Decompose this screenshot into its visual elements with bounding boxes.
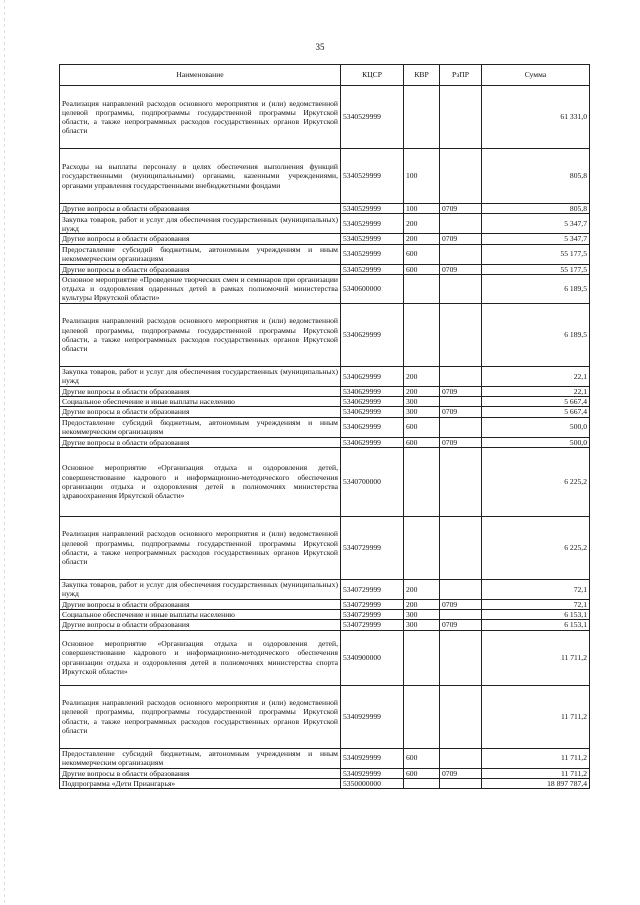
cell-kcsr: 5340529999 xyxy=(341,149,404,204)
cell-sum: 500,0 xyxy=(482,417,590,437)
cell-sum: 5 667,4 xyxy=(482,397,590,407)
cell-kvr xyxy=(404,274,440,303)
table-row xyxy=(60,366,590,386)
cell-name: Закупка товаров, работ и услуг для обеспечения государственных (муниципальных) нужд xyxy=(60,366,341,386)
table-row xyxy=(60,264,590,274)
cell-sum: 5 347,7 xyxy=(482,234,590,244)
cell-rzpr xyxy=(440,579,482,599)
left-margin-marks xyxy=(4,0,7,905)
cell-kcsr: 5340600000 xyxy=(341,274,404,303)
cell-sum: 5 347,7 xyxy=(482,214,590,234)
cell-name: Другие вопросы в области образования xyxy=(60,768,341,778)
cell-sum: 22,1 xyxy=(482,386,590,396)
cell-kcsr: 5340629999 xyxy=(341,417,404,437)
cell-kcsr: 5340629999 xyxy=(341,303,404,366)
table-row xyxy=(60,204,590,214)
cell-rzpr xyxy=(440,748,482,768)
cell-kvr: 200 xyxy=(404,366,440,386)
cell-kcsr: 5340629999 xyxy=(341,386,404,396)
header-sum: Сумма xyxy=(482,65,590,86)
cell-kvr xyxy=(404,516,440,579)
cell-rzpr: 0709 xyxy=(440,386,482,396)
cell-kvr: 200 xyxy=(404,214,440,234)
cell-rzpr xyxy=(440,214,482,234)
cell-name: Другие вопросы в области образования xyxy=(60,407,341,417)
table-row xyxy=(60,214,590,234)
budget-table xyxy=(59,64,590,789)
table-row xyxy=(60,516,590,579)
cell-sum: 6 225,2 xyxy=(482,516,590,579)
table-row xyxy=(60,768,590,778)
cell-sum: 11 711,2 xyxy=(482,685,590,748)
cell-sum: 805,8 xyxy=(482,149,590,204)
cell-kvr: 600 xyxy=(404,748,440,768)
table-row xyxy=(60,599,590,609)
cell-sum: 11 711,2 xyxy=(482,768,590,778)
cell-kvr xyxy=(404,447,440,516)
cell-rzpr xyxy=(440,610,482,620)
cell-kcsr: 5340729999 xyxy=(341,599,404,609)
cell-kvr: 100 xyxy=(404,149,440,204)
cell-kvr xyxy=(404,303,440,366)
cell-sum: 11 711,2 xyxy=(482,630,590,685)
cell-name: Другие вопросы в области образования xyxy=(60,386,341,396)
table-row xyxy=(60,397,590,407)
cell-rzpr xyxy=(440,447,482,516)
cell-kvr: 200 xyxy=(404,234,440,244)
table-row xyxy=(60,274,590,303)
table-row xyxy=(60,447,590,516)
cell-rzpr xyxy=(440,274,482,303)
table-row xyxy=(60,386,590,396)
table-header-row xyxy=(60,65,590,86)
cell-name: Социальное обеспечение и иные выплаты населению xyxy=(60,397,341,407)
table-row xyxy=(60,407,590,417)
cell-sum: 22,1 xyxy=(482,366,590,386)
cell-rzpr: 0709 xyxy=(440,234,482,244)
cell-kcsr: 5340629999 xyxy=(341,437,404,447)
cell-rzpr xyxy=(440,417,482,437)
cell-name: Реализация направлений расходов основного мероприятия и (или) ведомственной целевой программы, подпрограммы государственной программы Иркутской области, а также непрограммных расходов государственных органов Иркутской области xyxy=(60,516,341,579)
cell-kcsr: 5340929999 xyxy=(341,768,404,778)
cell-kcsr: 5340529999 xyxy=(341,264,404,274)
cell-sum: 6 153,1 xyxy=(482,610,590,620)
cell-name: Другие вопросы в области образования xyxy=(60,204,341,214)
cell-name: Реализация направлений расходов основного мероприятия и (или) ведомственной целевой программы, подпрограммы государственной программы Иркутской области, а также непрограммных расходов государственных органов Иркутской области xyxy=(60,685,341,748)
table-row xyxy=(60,579,590,599)
cell-name: Закупка товаров, работ и услуг для обеспечения государственных (муниципальных) нужд xyxy=(60,579,341,599)
cell-kvr: 600 xyxy=(404,417,440,437)
cell-sum: 55 177,5 xyxy=(482,244,590,264)
cell-name: Другие вопросы в области образования xyxy=(60,599,341,609)
table-row xyxy=(60,86,590,149)
cell-sum: 72,1 xyxy=(482,599,590,609)
cell-sum: 55 177,5 xyxy=(482,264,590,274)
cell-name: Реализация направлений расходов основного мероприятия и (или) ведомственной целевой программы, подпрограммы государственной программы Иркутской области, а также непрограммных расходов государственных органов Иркутской области xyxy=(60,86,341,149)
cell-name: Основное мероприятие «Организация отдыха и оздоровления детей, совершенствование кадрового и информационно-методического обеспечения организации отдыха и оздоровления детей в полномочиях министерства спорта Иркутской области» xyxy=(60,630,341,685)
page-number: 35 xyxy=(315,42,325,52)
cell-sum: 61 331,0 xyxy=(482,86,590,149)
cell-name: Подпрограмма «Дети Приангарья» xyxy=(60,778,341,788)
cell-kcsr: 5340629999 xyxy=(341,407,404,417)
cell-kcsr: 5340529999 xyxy=(341,204,404,214)
cell-name: Другие вопросы в области образования xyxy=(60,234,341,244)
cell-sum: 11 711,2 xyxy=(482,748,590,768)
cell-kvr: 200 xyxy=(404,599,440,609)
cell-kvr: 300 xyxy=(404,407,440,417)
cell-name: Социальное обеспечение и иные выплаты населению xyxy=(60,610,341,620)
table-row xyxy=(60,610,590,620)
table-row xyxy=(60,303,590,366)
table-row xyxy=(60,244,590,264)
cell-kcsr: 5340929999 xyxy=(341,685,404,748)
cell-rzpr: 0709 xyxy=(440,437,482,447)
cell-kcsr: 5340700000 xyxy=(341,447,404,516)
cell-kcsr: 5340729999 xyxy=(341,579,404,599)
cell-rzpr: 0709 xyxy=(440,264,482,274)
cell-rzpr: 0709 xyxy=(440,599,482,609)
cell-kvr: 100 xyxy=(404,204,440,214)
cell-kvr xyxy=(404,685,440,748)
cell-kcsr: 5340900000 xyxy=(341,630,404,685)
cell-rzpr xyxy=(440,397,482,407)
cell-kcsr: 5340629999 xyxy=(341,397,404,407)
cell-kcsr: 5340529999 xyxy=(341,214,404,234)
header-kcsr: КЦСР xyxy=(341,65,404,86)
cell-kcsr: 5340929999 xyxy=(341,748,404,768)
cell-name: Предоставление субсидий бюджетным, автономным учреждениям и иным некоммерческим организациям xyxy=(60,417,341,437)
cell-kcsr: 5340529999 xyxy=(341,234,404,244)
header-name: Наименование xyxy=(60,65,341,86)
cell-kvr: 600 xyxy=(404,264,440,274)
cell-rzpr xyxy=(440,244,482,264)
cell-rzpr xyxy=(440,86,482,149)
cell-sum: 805,8 xyxy=(482,204,590,214)
cell-kcsr: 5340729999 xyxy=(341,610,404,620)
cell-kvr: 600 xyxy=(404,768,440,778)
cell-rzpr xyxy=(440,630,482,685)
cell-name: Основное мероприятие «Проведение творческих смен и семинаров при организации отдыха и оздоровления одаренных детей в рамках полномочий министерства культуры Иркутской области» xyxy=(60,274,341,303)
table-row xyxy=(60,620,590,630)
table-row xyxy=(60,778,590,788)
cell-kvr: 600 xyxy=(404,244,440,264)
cell-kvr xyxy=(404,630,440,685)
cell-sum: 18 897 787,4 xyxy=(482,778,590,788)
table-row xyxy=(60,685,590,748)
cell-sum: 72,1 xyxy=(482,579,590,599)
header-rzpr: РзПР xyxy=(440,65,482,86)
cell-kcsr: 5340729999 xyxy=(341,516,404,579)
cell-name: Основное мероприятие «Организация отдыха и оздоровления детей, совершенствование кадрового и информационно-методического обеспечения организации отдыха и оздоровления детей в полномочиях министерства здравоохранения Иркутской области» xyxy=(60,447,341,516)
cell-kvr: 300 xyxy=(404,397,440,407)
cell-rzpr: 0709 xyxy=(440,768,482,778)
cell-kvr: 300 xyxy=(404,620,440,630)
cell-kvr xyxy=(404,86,440,149)
cell-sum: 6 153,1 xyxy=(482,620,590,630)
cell-kcsr: 5340529999 xyxy=(341,86,404,149)
cell-name: Закупка товаров, работ и услуг для обеспечения государственных (муниципальных) нужд xyxy=(60,214,341,234)
cell-kcsr: 5340529999 xyxy=(341,244,404,264)
cell-name: Предоставление субсидий бюджетным, автономным учреждениям и иным некоммерческим организациям xyxy=(60,244,341,264)
cell-name: Реализация направлений расходов основного мероприятия и (или) ведомственной целевой программы, подпрограммы государственной программы Иркутской области, а также непрограммных расходов государственных органов Иркутской области xyxy=(60,303,341,366)
cell-kvr: 600 xyxy=(404,437,440,447)
cell-rzpr xyxy=(440,778,482,788)
cell-sum: 5 667,4 xyxy=(482,407,590,417)
cell-kcsr: 5350000000 xyxy=(341,778,404,788)
cell-kvr: 300 xyxy=(404,610,440,620)
cell-kcsr: 5340729999 xyxy=(341,620,404,630)
cell-rzpr: 0709 xyxy=(440,204,482,214)
cell-name: Другие вопросы в области образования xyxy=(60,264,341,274)
cell-kcsr: 5340629999 xyxy=(341,366,404,386)
table-row xyxy=(60,149,590,204)
table-row xyxy=(60,417,590,437)
cell-rzpr xyxy=(440,516,482,579)
table-row xyxy=(60,748,590,768)
cell-kvr: 200 xyxy=(404,386,440,396)
cell-name: Другие вопросы в области образования xyxy=(60,620,341,630)
cell-sum: 6 189,5 xyxy=(482,274,590,303)
header-kvr: КВР xyxy=(404,65,440,86)
cell-rzpr: 0709 xyxy=(440,407,482,417)
table-row xyxy=(60,630,590,685)
cell-rzpr xyxy=(440,303,482,366)
cell-rzpr: 0709 xyxy=(440,620,482,630)
cell-kvr xyxy=(404,778,440,788)
cell-kvr: 200 xyxy=(404,579,440,599)
cell-sum: 6 225,2 xyxy=(482,447,590,516)
cell-sum: 6 189,5 xyxy=(482,303,590,366)
table-row xyxy=(60,234,590,244)
cell-name: Предоставление субсидий бюджетным, автономным учреждениям и иным некоммерческим организациям xyxy=(60,748,341,768)
cell-sum: 500,0 xyxy=(482,437,590,447)
cell-rzpr xyxy=(440,149,482,204)
cell-name: Расходы на выплаты персоналу в целях обеспечения выполнения функций государственными (муниципальными) органами, казенными учреждениями, органами управления государственными внебюджетными фондами xyxy=(60,149,341,204)
cell-rzpr xyxy=(440,685,482,748)
cell-name: Другие вопросы в области образования xyxy=(60,437,341,447)
cell-rzpr xyxy=(440,366,482,386)
table-row xyxy=(60,437,590,447)
